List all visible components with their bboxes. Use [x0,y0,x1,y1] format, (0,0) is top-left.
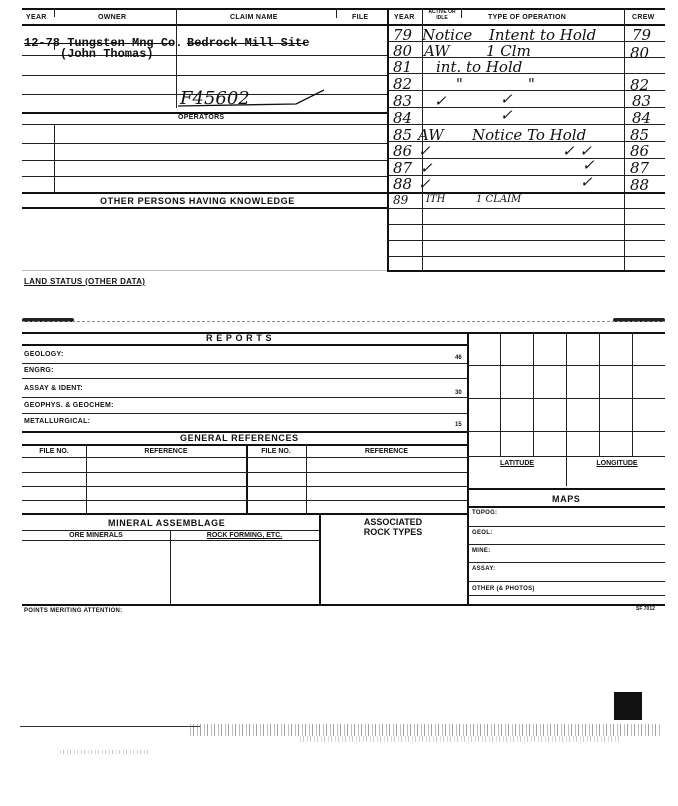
claim-name-entry: Bedrock Mill Site [187,36,310,50]
history-type: 1 CLAIM [476,194,522,205]
history-crew: 87 [630,159,650,177]
history-type: " [528,75,535,93]
other-persons-label: OTHER PERSONS HAVING KNOWLEDGE [100,196,295,206]
history-crew: 80 [630,44,650,62]
report-assay: ASSAY & IDENT: [24,385,84,392]
history-type: Notice To Hold [472,126,587,144]
history-crew: 84 [632,109,652,127]
map-other: OTHER (& PHOTOS) [472,586,535,592]
history-active: AW [418,126,444,144]
map-mine: MINE: [472,548,491,554]
history-year: 85 [393,126,413,144]
maps-title: MAPS [552,494,581,504]
history-type: Intent to Hold [489,26,597,44]
rock-forming-header: ROCK FORMING, ETC. [206,532,283,539]
history-crew: 83 [632,92,652,110]
history-crew: 88 [630,176,650,194]
map-assay: ASSAY: [472,566,496,572]
mineral-assemblage-title: MINERAL ASSEMBLAGE [108,518,226,528]
map-topog: TOPOG: [472,510,498,516]
land-status-label: LAND STATUS (OTHER DATA) [24,277,146,286]
report-engrg: ENGRG: [24,367,54,374]
history-year: 83 [393,92,413,110]
latitude-label: LATITUDE [499,460,535,467]
history-crew: 82 [630,76,650,94]
header-owner: OWNER [98,14,127,21]
history-type: ✓ [500,106,513,124]
points-meriting-attention: POINTS MERITING ATTENTION: [24,608,123,614]
header-year-right: YEAR [394,14,415,21]
history-year: 82 [393,75,413,93]
map-geol: GEOL: [472,530,493,536]
ref-file-no-header: FILE NO. [39,448,69,455]
report-geology-count: 46 [455,355,462,361]
history-year: 81 [393,58,413,76]
history-active: ✓ [434,92,447,110]
history-year: 87 [393,159,413,177]
ref-file-no-header-2: FILE NO. [261,448,291,455]
history-active: ITH [426,194,446,205]
reports-title: R E P O R T S [206,333,273,343]
history-year: 80 [393,42,413,60]
history-crew: 79 [632,26,652,44]
operators-label: OPERATORS [178,114,225,121]
header-file: FILE [352,14,369,21]
history-active: AW [424,42,450,60]
history-active: ✓ [420,159,433,177]
history-type: ✓ [500,90,513,108]
report-metallurgical-count: 15 [455,422,462,428]
associated-rock-types-2: ROCK TYPES [363,527,423,537]
header-type-of-operation: TYPE OF OPERATION [488,14,567,21]
owner-contact: (John Thomas) [60,47,154,61]
report-geology: GEOLOGY: [24,351,64,358]
history-type: ✓ ✓ [562,142,592,160]
report-geophys: GEOPHYS. & GEOCHEM: [24,402,114,409]
history-year: 79 [393,26,413,44]
form-number: SF 7012 [636,606,655,612]
general-references-title: GENERAL REFERENCES [180,433,299,443]
header-crew: CREW [632,14,655,21]
report-metallurgical: METALLURGICAL: [24,418,91,425]
ref-reference-header-2: REFERENCE [364,448,409,455]
history-year: 84 [393,109,413,127]
history-crew: 85 [630,126,650,144]
history-year: 88 [393,175,413,193]
history-type: 1 Clm [486,42,531,60]
history-active: Notice [422,26,473,44]
history-active: " [456,75,463,93]
ore-minerals-header: ORE MINERALS [69,532,123,539]
serial-underline [176,86,326,110]
history-crew: 86 [630,142,650,160]
associated-rock-types-1: ASSOCIATED [363,517,423,527]
history-active: ✓ [418,175,431,193]
history-active: ✓ [418,142,431,160]
header-claim-name: CLAIM NAME [230,14,278,21]
report-assay-count: 30 [455,390,462,396]
header-active-idle: ACTIVE OR IDLE [428,9,456,21]
history-year: 89 [393,193,409,207]
history-type: int. to Hold [436,58,523,76]
history-type: ✓ [580,173,593,191]
serial-number: F45602 [180,88,250,109]
history-type: ✓ [582,156,595,174]
header-year: YEAR [26,14,47,21]
ref-reference-header: REFERENCE [144,448,188,455]
longitude-label: LONGITUDE [596,460,638,467]
history-year: 86 [393,142,413,160]
owner-entry: 12-78 Tungsten Mng Co. [24,36,183,50]
